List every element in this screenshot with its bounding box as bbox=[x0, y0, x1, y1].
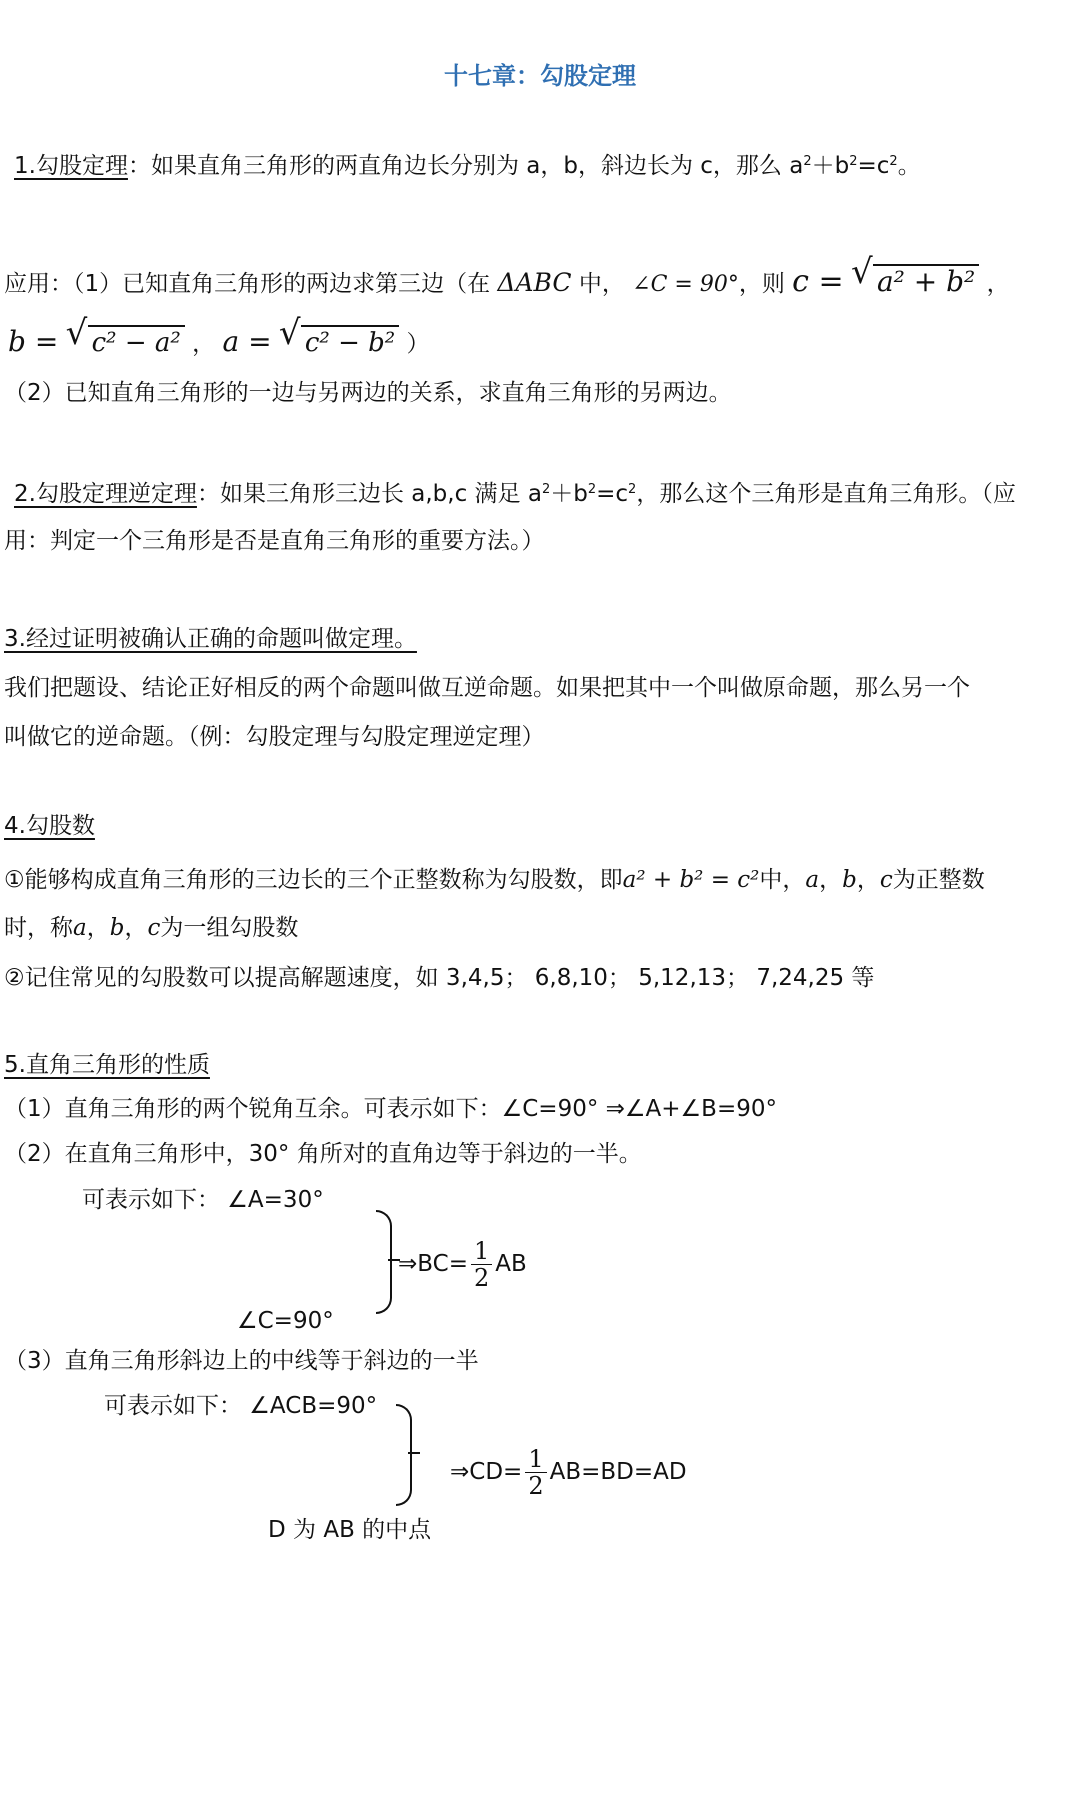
application-line-1 bbox=[4, 252, 1010, 301]
c-radicand: a² + b² bbox=[873, 264, 979, 298]
section-4-group: 为一组勾股数 bbox=[160, 915, 299, 941]
c-equals: c = bbox=[792, 264, 844, 299]
separator: ， bbox=[86, 915, 110, 941]
property-3-condition-2: D 为 AB 的中点 bbox=[268, 1517, 432, 1543]
b-equals: b = bbox=[8, 325, 59, 358]
b-sqrt bbox=[65, 313, 185, 359]
comma: ， bbox=[192, 331, 216, 357]
section-1-end: 。 bbox=[897, 153, 921, 179]
section-2-plus: ＋b bbox=[550, 481, 588, 507]
pythagorean-def: ①能够构成直角三角形的三边长的三个正整数称为勾股数，即 bbox=[4, 867, 623, 893]
superscript: 2 bbox=[541, 482, 551, 497]
property-3-condition-1: 可表示如下： ∠ACB=90° bbox=[104, 1393, 378, 1419]
section-3-heading: 3.经过证明被确认正确的命题叫做定理。 bbox=[4, 626, 417, 652]
a-radicand: c² − b² bbox=[301, 325, 399, 359]
var-c: c bbox=[879, 867, 893, 893]
a-sqrt bbox=[278, 313, 399, 359]
fraction-numerator: 1 bbox=[525, 1446, 546, 1473]
section-4-call: 时，称 bbox=[4, 915, 73, 941]
result-bc: ⇒BC= bbox=[398, 1251, 468, 1277]
close-paren: ） bbox=[406, 331, 430, 357]
sqrt-sign: √ bbox=[850, 252, 873, 292]
chapter-title: 十七章：勾股定理 bbox=[444, 62, 636, 90]
property-2-condition-1: 可表示如下： ∠A=30° bbox=[82, 1187, 324, 1213]
c-sqrt bbox=[850, 252, 979, 298]
section-4-tail: 为正整数 bbox=[892, 867, 985, 893]
section-2-eq: =c bbox=[596, 481, 629, 507]
result-ab-bd-ad: AB=BD=AD bbox=[549, 1459, 687, 1485]
section-4-heading: 4.勾股数 bbox=[4, 813, 95, 839]
section-1-plus: ＋b bbox=[811, 153, 850, 179]
b-radicand: c² − a² bbox=[88, 325, 185, 359]
property-2: （2）在直角三角形中，30° 角所对的直角边等于斜边的一半。 bbox=[4, 1141, 642, 1167]
comma: ， bbox=[986, 271, 1010, 297]
application-mid: 中， bbox=[578, 271, 625, 297]
section-5-heading: 5.直角三角形的性质 bbox=[4, 1052, 210, 1078]
superscript: 2 bbox=[628, 482, 637, 497]
property-2-condition-2: ∠C=90° bbox=[237, 1308, 334, 1334]
application-label: 应用：（1）已知直角三角形的两边求第三边（在 bbox=[4, 271, 491, 297]
var-b: b bbox=[109, 915, 125, 941]
property-1: （1）直角三角形的两个锐角互余。可表示如下：∠C=90° ⇒∠A+∠B=90° bbox=[4, 1096, 777, 1122]
section-4-line-3: ②记住常见的勾股数可以提高解题速度，如 3,4,5； 6,8,10； 5,12,13； 7,24,25 等 bbox=[4, 965, 875, 991]
section-2 bbox=[14, 474, 1016, 510]
var-c: c bbox=[147, 915, 161, 941]
section-1-heading: 1.勾股定理 bbox=[14, 153, 128, 179]
separator: ， bbox=[124, 915, 148, 941]
section-1-eq: =c bbox=[857, 153, 890, 179]
one-half-fraction bbox=[471, 1238, 492, 1291]
brace-icon bbox=[396, 1404, 412, 1506]
fraction-denominator: 2 bbox=[473, 1264, 490, 1292]
sqrt-sign: √ bbox=[65, 313, 88, 353]
property-2-result bbox=[398, 1238, 527, 1291]
fraction-denominator: 2 bbox=[528, 1472, 544, 1500]
section-2-heading: 2.勾股定理逆定理 bbox=[14, 481, 197, 507]
superscript: 2 bbox=[803, 154, 812, 169]
section-4-line-2 bbox=[4, 912, 298, 944]
pythagorean-equation: a² + b² = c² bbox=[622, 867, 760, 893]
property-3-result bbox=[450, 1446, 687, 1499]
application-line-2 bbox=[8, 313, 430, 360]
property-3: （3）直角三角形斜边上的中线等于斜边的一半 bbox=[4, 1348, 479, 1374]
section-2-line-2: 用：判定一个三角形是否是直角三角形的重要方法。） bbox=[4, 528, 545, 554]
fraction-numerator: 1 bbox=[471, 1238, 492, 1265]
section-1 bbox=[14, 146, 921, 182]
var-a: a bbox=[73, 915, 87, 941]
result-cd: ⇒CD= bbox=[450, 1459, 523, 1485]
var-a: a bbox=[805, 867, 820, 893]
angle-c-90: ∠C = 90° bbox=[632, 272, 739, 297]
brace-icon bbox=[376, 1210, 392, 1314]
brace-tip bbox=[408, 1452, 420, 1454]
separator: ， bbox=[819, 867, 843, 893]
section-3-line-2: 叫做它的逆命题。（例：勾股定理与勾股定理逆定理） bbox=[4, 724, 545, 750]
superscript: 2 bbox=[587, 482, 597, 497]
section-4-mid: 中， bbox=[759, 867, 806, 893]
a-equals: a = bbox=[222, 325, 272, 358]
one-half-fraction bbox=[525, 1446, 546, 1499]
result-ab: AB bbox=[495, 1251, 527, 1277]
section-2-rest: ，那么这个三角形是直角三角形。（应 bbox=[636, 481, 1016, 507]
sqrt-sign: √ bbox=[278, 313, 301, 353]
application-item-2: （2）已知直角三角形的一边与另两边的关系，求直角三角形的另两边。 bbox=[4, 380, 732, 406]
superscript: 2 bbox=[849, 154, 858, 169]
triangle-abc: ΔABC bbox=[497, 268, 572, 297]
separator: ， bbox=[856, 867, 880, 893]
application-then: ，则 bbox=[738, 271, 785, 297]
superscript: 2 bbox=[889, 154, 898, 169]
var-b: b bbox=[842, 867, 857, 893]
section-1-body: ：如果直角三角形的两直角边长分别为 a，b，斜边长为 c，那么 a bbox=[127, 153, 804, 179]
section-2-body: ：如果三角形三边长 a,b,c 满足 a bbox=[196, 481, 542, 507]
section-3-line-1: 我们把题设、结论正好相反的两个命题叫做互逆命题。如果把其中一个叫做原命题，那么另一个 bbox=[4, 675, 970, 701]
section-4-line-1 bbox=[4, 864, 985, 896]
